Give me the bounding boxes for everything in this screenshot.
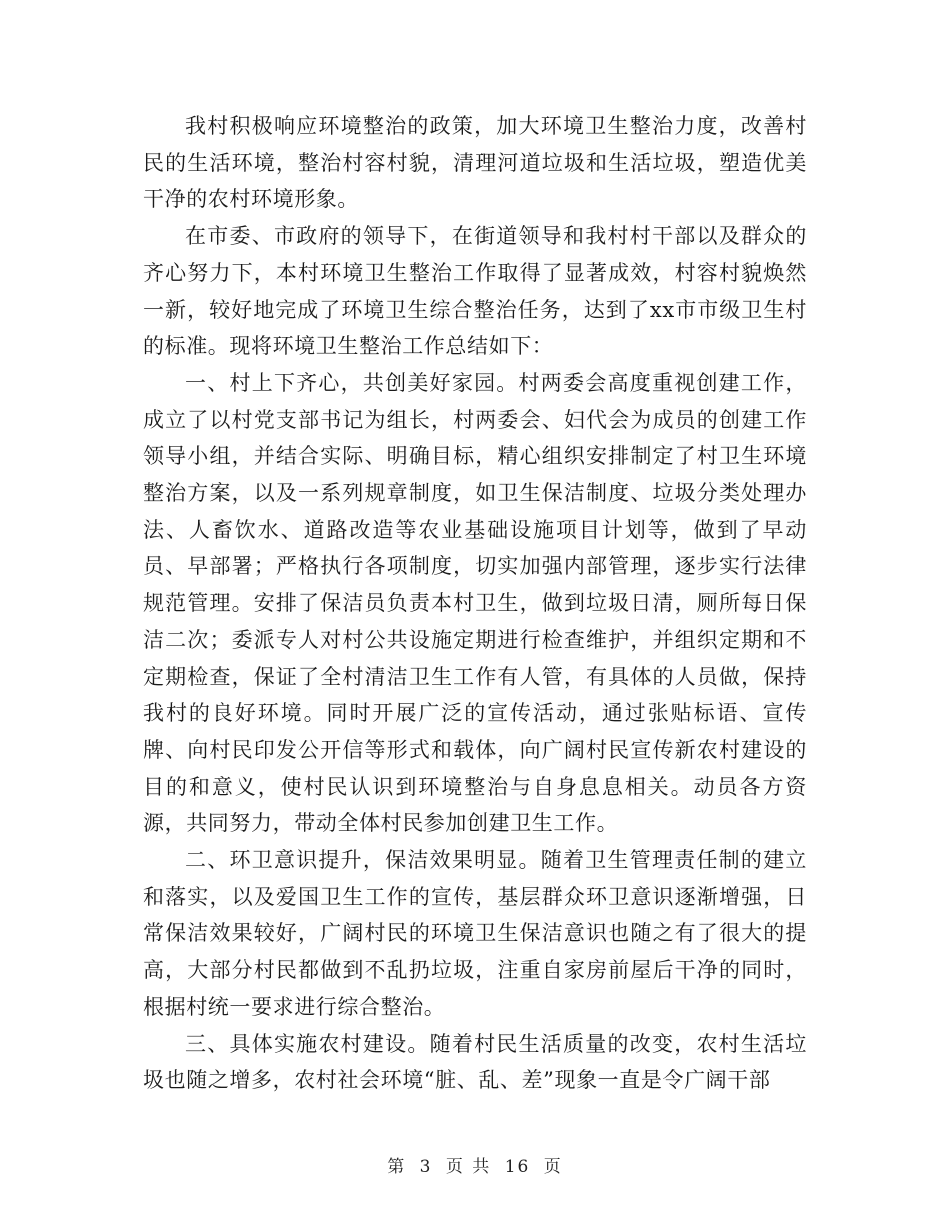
footer-middle: 页 共 [445,1157,492,1177]
document-body [143,108,807,1099]
paragraph-section-1: 一、村上下齐心，共创美好家园。村两委会高度重视创建工作，成立了以村党支部书记为组长，村两委会、妇代会为成员的创建工作领导小组，并结合实际、明确目标，精心组织安排制定了村卫生环境整治方案，以及一系列规章制度，如卫生保洁制度、垃圾分类处理办法、人畜饮水、道路改造等农业基础设施项目计划等，做到了早动员、早部署；严格执行各项制度，切实加强内部管理，逐步实行法律规范管理。安排了保洁员负责本村卫生，做到垃圾日清，厕所每日保洁二次；委派专人对村公共设施定期进行检查维护，并组织定期和不定期检查，保证了全村清洁卫生工作有人管，有具体的人员做，保持我村的良好环境。同时开展广泛的宣传活动，通过张贴标语、宣传牌、向村民印发公开信等形式和载体，向广阔村民宣传新农村建设的目的和意义，使村民认识到环境整治与自身息息相关。动员各方资源，共同努力，带动全体村民参加创建卫生工作。 [143,370,807,836]
footer-suffix: 页 [543,1157,563,1177]
page-number: 3 [419,1157,433,1177]
total-pages: 16 [504,1157,531,1177]
paragraph-section-2: 二、环卫意识提升，保洁效果明显。随着卫生管理责任制的建立和落实，以及爱国卫生工作的宣传，基层群众环卫意识逐渐增强，日常保洁效果较好，广阔村民的环境卫生保洁意识也随之有了很大的提高，大部分村民都做到不乱扔垃圾，注重自家房前屋后干净的同时，根据村统一要求进行综合整治。 [143,848,807,1019]
footer-prefix: 第 [387,1157,407,1177]
page-footer [0,1152,950,1177]
paragraph-intro: 我村积极响应环境整治的政策，加大环境卫生整治力度，改善村民的生活环境，整治村容村貌，清理河道垃圾和生活垃圾，塑造优美干净的农村环境形象。 [143,114,807,212]
paragraph-summary: 在市委、市政府的领导下，在街道领导和我村村干部以及群众的齐心努力下，本村环境卫生整治工作取得了显著成效，村容村貌焕然一新，较好地完成了环境卫生综合整治任务，达到了xx市市级卫生村的标准。现将环境卫生整治工作总结如下： [143,224,807,359]
paragraph-section-3: 三、具体实施农村建设。随着村民生活质量的改变，农村生活垃圾也随之增多，农村社会环境“脏、乱、差”现象一直是令广阔干部 [143,1031,807,1093]
